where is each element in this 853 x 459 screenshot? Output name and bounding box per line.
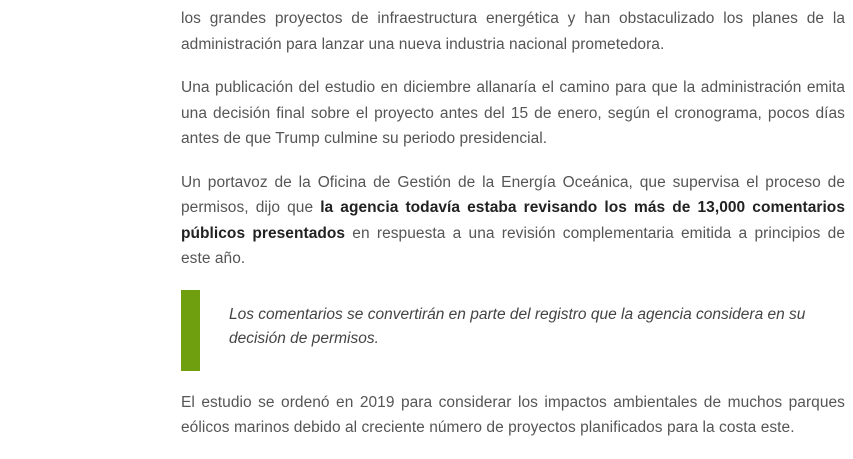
paragraph-text: en respuesta a una revisión complementaria emitida a principios de este año. (181, 224, 846, 267)
article-paragraph (181, 170, 845, 272)
bold-highlight: la agencia todavía estaba revisando los más de 13,000 comentarios públicos presentados (181, 199, 845, 242)
article-paragraph: El estudio se ordenó en 2019 para considerar los impactos ambientales de muchos parques eólicos marinos debido al creciente número de proyectos planificados para la costa este. (181, 393, 845, 436)
article-paragraph: los grandes proyectos de infraestructura energética y han obstaculizado los planes de la administración para lanzar una nueva industria nacional prometedora. (181, 10, 845, 53)
article-body (181, 6, 845, 459)
blockquote-text: Los comentarios se convertirán en parte del registro que la agencia considera en su decisión de permisos. (229, 305, 806, 347)
blockquote (181, 290, 845, 371)
blockquote-accent-bar (181, 290, 200, 371)
paragraph-text: Un portavoz de la Oficina de Gestión de la Energía Oceánica, que supervisa el proceso de permisos, dijo que (181, 173, 845, 216)
article-paragraph: Una publicación del estudio en diciembre allanaría el camino para que la administración emita una decisión final sobre el proyecto antes del 15 de enero, según el cronograma, pocos días antes de que Trump culmine su periodo presidencial. (181, 79, 845, 147)
